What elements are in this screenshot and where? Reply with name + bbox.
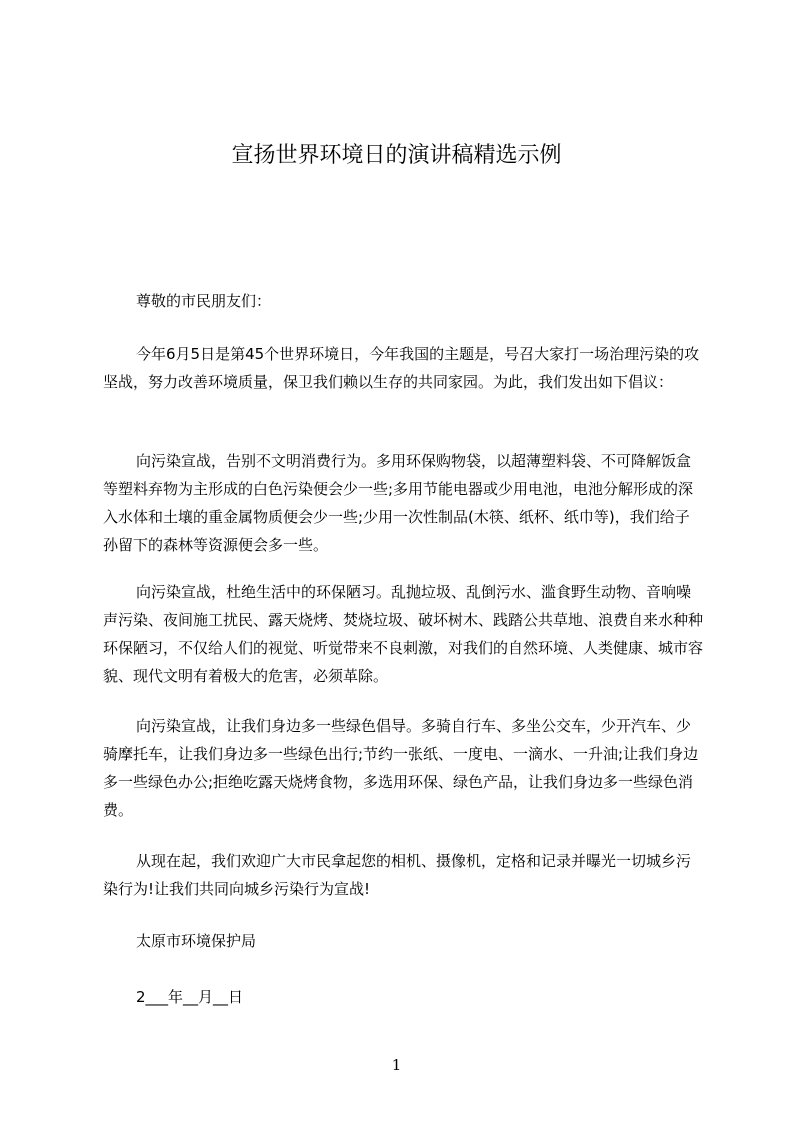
paragraph-5: 从现在起，我们欢迎广大市民拿起您的相机、摄像机，定格和记录并曝光一切城乡污染行为!让我们共同向城乡污染行为宣战! <box>103 852 692 898</box>
greeting: 尊敬的市民朋友们： <box>136 292 272 310</box>
date-line: 2___年__月__日 <box>136 988 244 1006</box>
page-number: 1 <box>391 1056 402 1074</box>
paragraph-4: 向污染宣战，让我们身边多一些绿色倡导。多骑自行车、多坐公交车，少开汽车、少骑摩托车，让我们身边多一些绿色出行;节约一张纸、一度电、一滴水、一升油;让我们身边多一些绿色办公;拒绝吃露天烧烤食物，多选用环保、绿色产品，让我们身边多一些绿色消费。 <box>103 717 699 819</box>
paragraph-2: 向污染宣战，告别不文明消费行为。多用环保购物袋，以超薄塑料袋、不可降解饭盒等塑料弃物为主形成的白色污染便会少一些;多用节能电器或少用电池，电池分解形成的深入水体和土壤的重金属物质便会少一些;少用一次性制品(木筷、纸杯、纸巾等)，我们给子孙留下的森林等资源便会多一些。 <box>103 452 694 554</box>
paragraph-3: 向污染宣战，杜绝生活中的环保陋习。乱抛垃圾、乱倒污水、滥食野生动物、音响噪声污染、夜间施工扰民、露天烧烤、焚烧垃圾、破坏树木、践踏公共草地、浪费自来水种种环保陋习，不仅给人们的视觉、听觉带来不良刺激，对我们的自然环境、人类健康、城市容貌、现代文明有着极大的危害，必须革除。 <box>103 583 704 685</box>
paragraph-1: 今年6月5日是第45个世界环境日，今年我国的主题是，号召大家打一场治理污染的攻坚战，努力改善环境质量，保卫我们赖以生存的共同家园。为此，我们发出如下倡议： <box>103 345 700 391</box>
signature: 太原市环境保护局 <box>136 932 257 950</box>
page-title: 宣扬世界环境日的演讲稿精选示例 <box>231 143 562 168</box>
